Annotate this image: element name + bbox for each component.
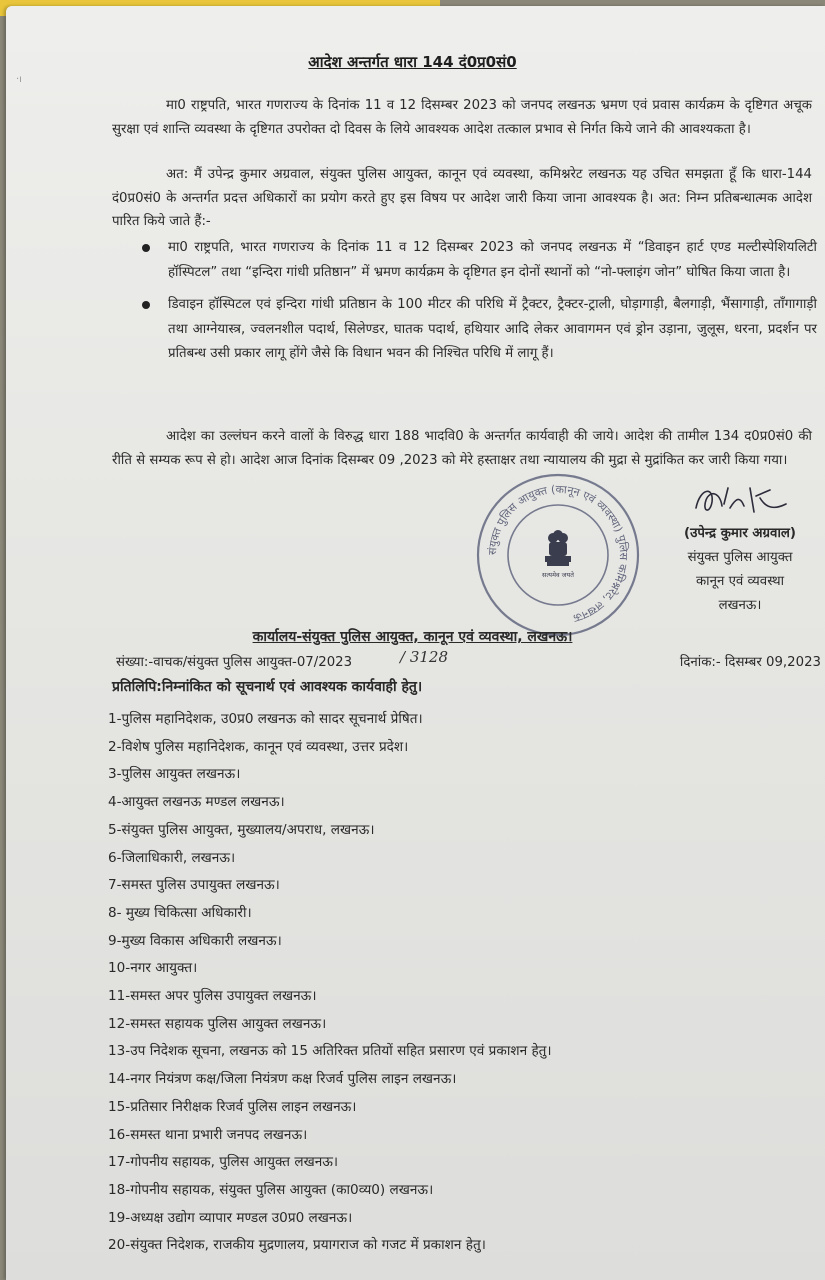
copy-recipient-item: 4-आयुक्त लखनऊ मण्डल लखनऊ। [108,794,285,811]
copy-recipient-item: 6-जिलाधिकारी, लखनऊ। [108,849,236,866]
signatory-designation: संयुक्त पुलिस आयुक्त [687,550,793,565]
reference-number: संख्या:-वाचक/संयुक्त पुलिस आयुक्त-07/2023 [116,655,353,670]
copy-recipient-item: 12-समस्त सहायक पुलिस आयुक्त लखनऊ। [108,1015,327,1032]
copy-recipient-item: 14-नगर नियंत्रण कक्ष/जिला नियंत्रण कक्ष रिजर्व पुलिस लाइन लखनऊ। [108,1071,457,1088]
copy-recipient-item: 9-मुख्य विकास अधिकारी लखनऊ। [108,932,282,949]
copy-recipient-item: 7-समस्त पुलिस उपायुक्त लखनऊ। [108,877,280,894]
copy-recipient-item: 19-अध्यक्ष उद्योग व्यापार मण्डल उ0प्र0 लखनऊ। [108,1209,353,1226]
order-paragraph-3: आदेश का उल्लंघन करने वालों के विरुद्ध धारा 188 भादवि0 के अन्तर्गत कार्यवाही की जाये। आदेश की तामील 134 द0प्र0सं0 की रीति से सम्यक रूप से हो। आदेश आज दिनांक दिसम्बर 09 ,2023 को मेरे हस्ताक्षर तथा न्यायालय की मुद्रा से मुद्रांकित कर जारी किया गया। [112,429,812,468]
restriction-item: मा0 राष्ट्रपति, भारत गणराज्य के दिनांक 11 व 12 दिसम्बर 2023 को जनपद लखनऊ में “डिवाइन हार्ट एण्ड मल्टीस्पेशियलिटी हॉस्पिटल” तथा “इन्दिरा गांधी प्रतिष्ठान” में भ्रमण कार्यक्रम के दृष्टिगत इन दोनों स्थानों को “नो-फ्लाइंग जोन” घोषित किया जाता है। [112,236,817,285]
copy-recipient-item: 13-उप निदेशक सूचना, लखनऊ को 15 अतिरिक्त प्रतियों सहित प्रसारण एवं प्रकाशन हेतु। [108,1043,552,1060]
copy-recipient-item: 17-गोपनीय सहायक, पुलिस आयुक्त लखनऊ। [108,1154,339,1171]
signatory-department: कानून एवं व्यवस्था [695,574,785,589]
copy-recipient-item: 20-संयुक्त निदेशक, राजकीय मुद्रणालय, प्रयागराज को गजट में प्रकाशन हेतु। [108,1237,486,1254]
official-seal-stamp [475,472,641,638]
order-paragraph-1: मा0 राष्ट्रपति, भारत गणराज्य के दिनांक 11 व 12 दिसम्बर 2023 को जनपद लखनऊ भ्रमण एवं प्रवास कार्यक्रम के दृष्टिगत अचूक सुरक्षा एवं शान्ति व्यवस्था के दृष्टिगत उपरोक्त दो दिवस के लिये आवश्यक आदेश तत्काल प्रभाव से निर्गत किये जाने की आवश्यकता है। [112,98,812,137]
copy-recipient-item: 2-विशेष पुलिस महानिदेशक, कानून एवं व्यवस्था, उत्तर प्रदेश। [108,738,409,755]
copy-to-heading: प्रतिलिपि:निम्नांकित को सूचनार्थ एवं आवश्यक कार्यवाही हेतु। [112,679,423,695]
copy-recipient-item: 3-पुलिस आयुक्त लखनऊ। [108,766,241,783]
copy-recipient-item: 15-प्रतिसार निरीक्षक रिजर्व पुलिस लाइन लखनऊ। [108,1098,357,1115]
seal-motto: सत्यमेव जयते [542,571,574,579]
national-emblem-icon [545,530,571,566]
order-title: आदेश अन्तर्गत धारा 144 दं0प्र0सं0 [308,53,517,71]
copy-recipient-item: 11-समस्त अपर पुलिस उपायुक्त लखनऊ। [108,988,317,1005]
copy-recipient-item: 18-गोपनीय सहायक, संयुक्त पुलिस आयुक्त (का0व्य0) लखनऊ। [108,1181,434,1198]
copy-recipient-item: 16-समस्त थाना प्रभारी जनपद लखनऊ। [108,1126,308,1143]
signatory-name: (उपेन्द्र कुमार अग्रवाल) [684,526,796,541]
copy-recipient-item: 8- मुख्य चिकित्सा अधिकारी। [108,904,252,921]
page-corner-mark: ·ı [16,74,22,85]
copy-recipient-item: 1-पुलिस महानिदेशक, उ0प्र0 लखनऊ को सादर सूचनार्थ प्रेषित। [108,711,423,727]
copy-recipient-item: 10-नगर आयुक्त। [108,960,198,977]
handwritten-signature [690,478,800,524]
office-heading: कार्यालय-संयुक्त पुलिस आयुक्त, कानून एवं व्यवस्था, लखनऊ। [252,629,573,645]
reference-date: दिनांक:- दिसम्बर 09,2023 [679,655,821,670]
signature-block [655,522,825,618]
signatory-city: लखनऊ। [718,598,762,613]
restriction-list [112,236,817,375]
copy-recipient-item: 5-संयुक्त पुलिस आयुक्त, मुख्यालय/अपराध, लखनऊ। [108,821,375,838]
seal-ring-text: संयुक्त पुलिस आयुक्त (कानून एवं व्यवस्था) पुलिस कमिश्नरेट, लखनऊ [485,482,631,625]
restriction-item: डिवाइन हॉस्पिटल एवं इन्दिरा गांधी प्रतिष्ठान के 100 मीटर की परिधि में ट्रैक्टर, ट्रैक्टर-ट्राली, घोड़ागाड़ी, बैलगाड़ी, भैंसागाड़ी, ताँगागाड़ी तथा आग्नेयास्त्र, ज्वलनशील पदार्थ, सिलेण्डर, घातक पदार्थ, हथियार आदि लेकर आवागमन एवं ड्रोन उड़ाना, जुलूस, धरना, प्रदर्शन पर प्रतिबन्ध उसी प्रकार लागू होंगे जैसे कि विधान भवन की निश्चित परिधि में लागू हैं। [112,293,817,367]
order-paragraph-2: अत: मैं उपेन्द्र कुमार अग्रवाल, संयुक्त पुलिस आयुक्त, कानून एवं व्यवस्था, कमिश्नरेट लखनऊ यह उचित समझता हूँ कि धारा-144 दं0प्र0सं0 के अन्तर्गत प्रदत्त अधिकारों का प्रयोग करते हुए इस विषय पर आदेश जारी किया जाना आवश्यक है। अत: निम्न प्रतिबन्धात्मक आदेश पारित किये जाते हैं:- [112,167,812,229]
handwritten-reference-number: / 3128 [400,648,448,666]
copy-recipient-list [108,706,552,1260]
